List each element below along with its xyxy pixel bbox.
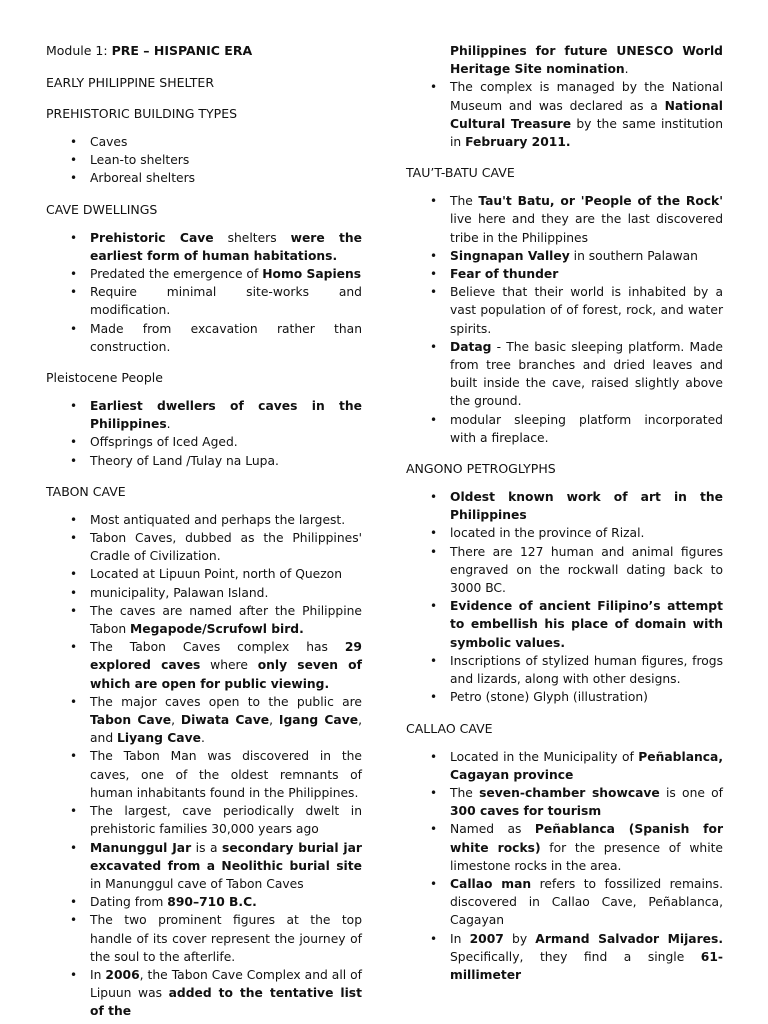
list-item: • Tabon Caves, dubbed as the Philippines' Cradle of Civilization. [46, 529, 362, 565]
list-item: • modular sleeping platform incorporated with a fireplace. [406, 411, 723, 447]
continued-text: Philippines for future UNESCO World Heritage Site nomination. [450, 44, 723, 77]
heading-tautbatu-cave: TAU’T-BATU CAVE [406, 165, 515, 181]
list-item: • Singnapan Valley in southern Palawan [406, 247, 723, 265]
right-column [406, 42, 723, 984]
list-item: • Fear of thunder [406, 265, 723, 283]
list-item: • The two prominent figures at the top handle of its cover represent the journey of the soul to the afterlife. [46, 911, 362, 966]
list-item: • located in the province of Rizal. [406, 524, 723, 542]
list-item: • Located in the Municipality of Peñablanca, Cagayan province [406, 748, 723, 784]
list-item: • Arboreal shelters [46, 169, 362, 187]
list-item: • Manunggul Jar is a secondary burial jar excavated from a Neolithic burial site in Manunggul cave of Tabon Caves [46, 839, 362, 894]
heading-pleistocene: Pleistocene People [46, 370, 163, 386]
module-heading [46, 42, 362, 60]
list-item: • Made from excavation rather than construction. [46, 320, 362, 356]
list-item: • There are 127 human and animal figures engraved on the rockwall dating back to 3000 BC. [406, 543, 723, 598]
list-item: • The Tabon Caves complex has 29 explored caves where only seven of which are open for public viewing. [46, 638, 362, 693]
heading-callao-cave: CALLAO CAVE [406, 720, 493, 736]
heading-early-shelter: EARLY PHILIPPINE SHELTER [46, 75, 214, 90]
list-item: • Caves [46, 133, 362, 151]
left-column [46, 42, 362, 1021]
list-item: • Lean-to shelters [46, 151, 362, 169]
list-item: • Most antiquated and perhaps the largest. [46, 511, 362, 529]
list-item: • Named as Peñablanca (Spanish for white rocks) for the presence of white limestone rocks in the area. [406, 820, 723, 875]
list-item: • In 2006, the Tabon Cave Complex and all of Lipuun was added to the tentative list of the [46, 966, 362, 1021]
list-item: • Located at Lipuun Point, north of Quezon [46, 565, 362, 583]
heading-building-types: PREHISTORIC BUILDING TYPES [46, 106, 238, 121]
module-prefix: Module 1: [46, 43, 112, 58]
list-item: • municipality, Palawan Island. [46, 584, 362, 602]
list-item: • The complex is managed by the National Museum and was declared as a National Cultural Treasure by the same institution in February 2011. [406, 78, 723, 151]
list-item: • The caves are named after the Philippine Tabon Megapode/Scrufowl bird. [46, 602, 362, 638]
heading-angono-petroglyphs: ANGONO PETROGLYPHS [406, 461, 556, 477]
cave-dwellings-list [46, 229, 362, 356]
tabon-cave-continued-list [406, 78, 723, 151]
list-item: • Dating from 890–710 B.C. [46, 893, 362, 911]
angono-list [406, 488, 723, 706]
list-item: • Callao man refers to fossilized remains. discovered in Callao Cave, Peñablanca, Cagayan [406, 875, 723, 930]
list-item: • The Tau't Batu, or 'People of the Rock' live here and they are the last discovered tribe in the Philippines [406, 192, 723, 247]
list-item: • Believe that their world is inhabited by a vast population of of forest, rock, and water spirits. [406, 283, 723, 338]
tautbatu-list [406, 192, 723, 447]
list-item: • The major caves open to the public are Tabon Cave, Diwata Cave, Igang Cave, and Liyang Cave. [46, 693, 362, 748]
pleistocene-list [46, 397, 362, 470]
list-item: • Prehistoric Cave shelters were the earliest form of human habitations. [46, 229, 362, 265]
list-item: • Offsprings of Iced Aged. [46, 433, 362, 451]
list-item: • Evidence of ancient Filipino’s attempt to embellish his place of domain with symbolic values. [406, 597, 723, 652]
heading-tabon-cave: TABON CAVE [46, 483, 126, 499]
list-item: • The seven-chamber showcave is one of 300 caves for tourism [406, 784, 723, 820]
list-item: • Predated the emergence of Homo Sapiens [46, 265, 362, 283]
callao-list [406, 748, 723, 985]
list-item: • Earliest dwellers of caves in the Philippines. [46, 397, 362, 433]
list-item: • Petro (stone) Glyph (illustration) [406, 688, 723, 706]
list-item: • Inscriptions of stylized human figures, frogs and lizards, along with other designs. [406, 652, 723, 688]
list-item: • Oldest known work of art in the Philippines [406, 488, 723, 524]
list-item: • The largest, cave periodically dwelt in prehistoric families 30,000 years ago [46, 802, 362, 838]
list-item: • In 2007 by Armand Salvador Mijares. Specifically, they find a single 61-millimeter [406, 930, 723, 985]
tabon-cave-list [46, 511, 362, 1021]
list-item: • Theory of Land /Tulay na Lupa. [46, 452, 362, 470]
list-item: • Require minimal site-works and modification. [46, 283, 362, 319]
list-item: • Datag - The basic sleeping platform. Made from tree branches and dried leaves and built inside the cave, raised slightly above the ground. [406, 338, 723, 411]
list-item: • The Tabon Man was discovered in the caves, one of the oldest remnants of human inhabitants found in the Philippines. [46, 747, 362, 802]
heading-cave-dwellings: CAVE DWELLINGS [46, 201, 158, 217]
building-types-list [46, 133, 362, 188]
module-title: PRE – HISPANIC ERA [111, 43, 253, 58]
